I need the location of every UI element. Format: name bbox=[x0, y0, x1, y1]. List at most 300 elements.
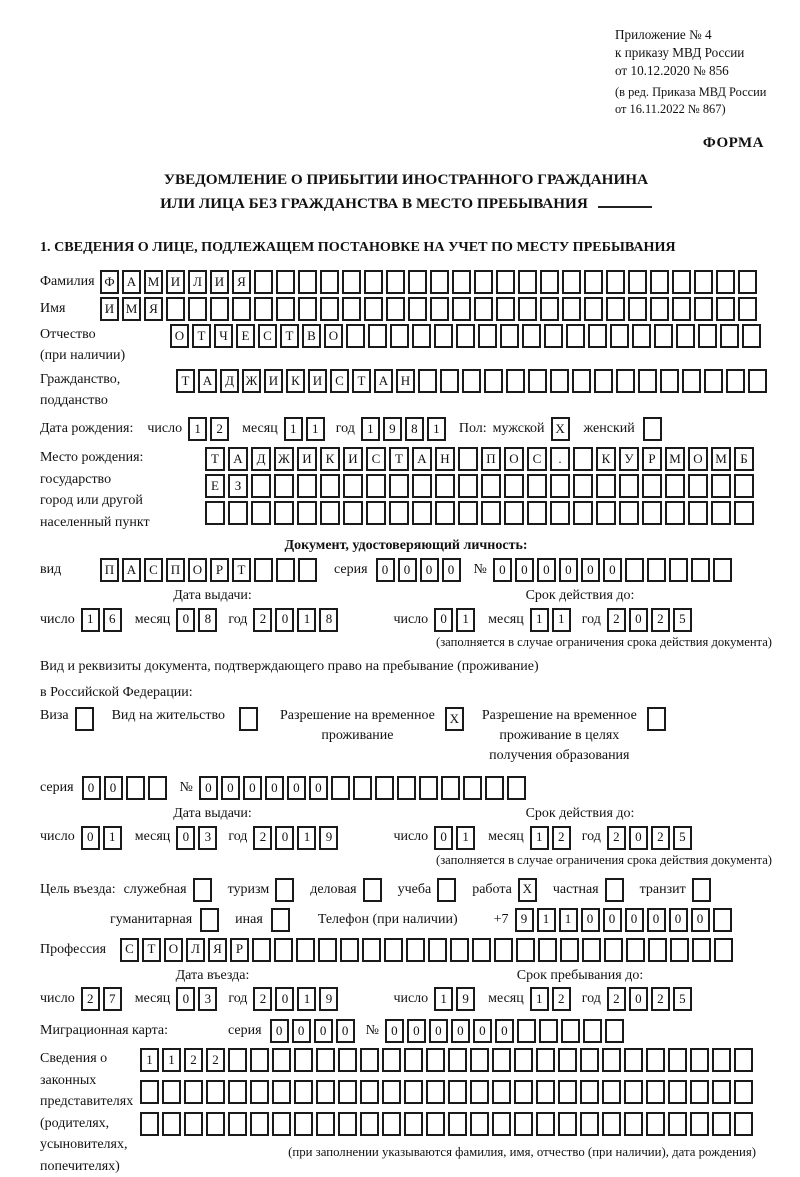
char-cell[interactable] bbox=[404, 1048, 423, 1072]
char-cell[interactable]: 1 bbox=[559, 908, 578, 932]
char-cell[interactable] bbox=[628, 297, 647, 321]
char-cell[interactable] bbox=[412, 501, 432, 525]
char-cell[interactable]: 7 bbox=[103, 987, 122, 1011]
char-cell[interactable] bbox=[536, 1112, 555, 1136]
char-cell[interactable] bbox=[474, 270, 493, 294]
char-cell[interactable] bbox=[561, 1019, 580, 1043]
char-cell[interactable]: 0 bbox=[537, 558, 556, 582]
char-cell[interactable]: П bbox=[100, 558, 119, 582]
char-cell[interactable] bbox=[573, 474, 593, 498]
char-cell[interactable] bbox=[650, 297, 669, 321]
char-cell[interactable]: О bbox=[688, 447, 708, 471]
char-cell[interactable]: 0 bbox=[691, 908, 710, 932]
char-cell[interactable] bbox=[184, 1112, 203, 1136]
char-cell[interactable]: 6 bbox=[103, 608, 122, 632]
char-cell[interactable]: 1 bbox=[427, 417, 446, 441]
char-cell[interactable] bbox=[430, 270, 449, 294]
char-cell[interactable]: 0 bbox=[287, 776, 306, 800]
char-cell[interactable]: Т bbox=[232, 558, 251, 582]
char-cell[interactable]: 1 bbox=[297, 608, 316, 632]
char-cell[interactable]: М bbox=[144, 270, 163, 294]
char-cell[interactable] bbox=[360, 1048, 379, 1072]
char-cell[interactable] bbox=[462, 369, 481, 393]
char-cell[interactable]: 1 bbox=[456, 826, 475, 850]
char-cell[interactable] bbox=[738, 270, 757, 294]
char-cell[interactable] bbox=[481, 474, 501, 498]
char-cell[interactable] bbox=[274, 501, 294, 525]
char-cell[interactable]: Н bbox=[435, 447, 455, 471]
char-cell[interactable] bbox=[558, 1048, 577, 1072]
char-cell[interactable] bbox=[470, 1080, 489, 1104]
char-cell[interactable]: 0 bbox=[104, 776, 123, 800]
char-cell[interactable]: 0 bbox=[81, 826, 100, 850]
char-cell[interactable]: А bbox=[412, 447, 432, 471]
char-cell[interactable] bbox=[484, 369, 503, 393]
char-cell[interactable]: 0 bbox=[398, 558, 417, 582]
char-cell[interactable]: М bbox=[665, 447, 685, 471]
char-cell[interactable] bbox=[452, 297, 471, 321]
char-cell[interactable] bbox=[518, 297, 537, 321]
purpose-humanitarian-checkbox[interactable] bbox=[200, 908, 219, 932]
char-cell[interactable] bbox=[412, 474, 432, 498]
char-cell[interactable] bbox=[206, 1112, 225, 1136]
char-cell[interactable] bbox=[624, 1080, 643, 1104]
char-cell[interactable] bbox=[426, 1080, 445, 1104]
char-cell[interactable]: Я bbox=[208, 938, 227, 962]
char-cell[interactable]: А bbox=[198, 369, 217, 393]
char-cell[interactable]: 1 bbox=[434, 987, 453, 1011]
char-cell[interactable] bbox=[668, 1080, 687, 1104]
char-cell[interactable] bbox=[426, 1112, 445, 1136]
char-cell[interactable]: 2 bbox=[253, 608, 272, 632]
char-cell[interactable] bbox=[514, 1112, 533, 1136]
char-cell[interactable]: Б bbox=[734, 447, 754, 471]
char-cell[interactable]: 0 bbox=[434, 608, 453, 632]
char-cell[interactable] bbox=[712, 1048, 731, 1072]
char-cell[interactable] bbox=[606, 270, 625, 294]
char-cell[interactable]: 9 bbox=[456, 987, 475, 1011]
char-cell[interactable] bbox=[572, 369, 591, 393]
char-cell[interactable] bbox=[517, 1019, 536, 1043]
char-cell[interactable] bbox=[298, 270, 317, 294]
char-cell[interactable] bbox=[470, 1048, 489, 1072]
char-cell[interactable] bbox=[716, 297, 735, 321]
char-cell[interactable] bbox=[342, 297, 361, 321]
char-cell[interactable] bbox=[254, 270, 273, 294]
char-cell[interactable] bbox=[716, 270, 735, 294]
char-cell[interactable] bbox=[386, 297, 405, 321]
char-cell[interactable] bbox=[412, 324, 431, 348]
char-cell[interactable]: А bbox=[122, 558, 141, 582]
char-cell[interactable] bbox=[538, 938, 557, 962]
char-cell[interactable] bbox=[404, 1112, 423, 1136]
char-cell[interactable] bbox=[474, 297, 493, 321]
char-cell[interactable]: С bbox=[366, 447, 386, 471]
char-cell[interactable]: 1 bbox=[140, 1048, 159, 1072]
char-cell[interactable]: 0 bbox=[376, 558, 395, 582]
char-cell[interactable]: 0 bbox=[336, 1019, 355, 1043]
char-cell[interactable] bbox=[704, 369, 723, 393]
char-cell[interactable] bbox=[272, 1080, 291, 1104]
char-cell[interactable] bbox=[602, 1080, 621, 1104]
char-cell[interactable] bbox=[397, 776, 416, 800]
char-cell[interactable] bbox=[550, 501, 570, 525]
char-cell[interactable]: М bbox=[122, 297, 141, 321]
char-cell[interactable] bbox=[714, 938, 733, 962]
char-cell[interactable] bbox=[660, 369, 679, 393]
char-cell[interactable] bbox=[320, 501, 340, 525]
char-cell[interactable]: 0 bbox=[581, 908, 600, 932]
char-cell[interactable] bbox=[642, 501, 662, 525]
char-cell[interactable] bbox=[694, 297, 713, 321]
char-cell[interactable]: 1 bbox=[552, 608, 571, 632]
char-cell[interactable] bbox=[338, 1080, 357, 1104]
char-cell[interactable] bbox=[382, 1080, 401, 1104]
char-cell[interactable] bbox=[713, 908, 732, 932]
char-cell[interactable]: С bbox=[144, 558, 163, 582]
char-cell[interactable] bbox=[698, 324, 717, 348]
char-cell[interactable] bbox=[316, 1048, 335, 1072]
char-cell[interactable] bbox=[558, 1080, 577, 1104]
char-cell[interactable] bbox=[382, 1112, 401, 1136]
char-cell[interactable]: 2 bbox=[253, 826, 272, 850]
char-cell[interactable] bbox=[364, 270, 383, 294]
char-cell[interactable]: 1 bbox=[530, 608, 549, 632]
char-cell[interactable] bbox=[540, 270, 559, 294]
char-cell[interactable] bbox=[426, 1048, 445, 1072]
char-cell[interactable] bbox=[406, 938, 425, 962]
char-cell[interactable]: У bbox=[619, 447, 639, 471]
char-cell[interactable] bbox=[604, 938, 623, 962]
char-cell[interactable] bbox=[573, 501, 593, 525]
char-cell[interactable] bbox=[485, 776, 504, 800]
purpose-work-checkbox[interactable]: X bbox=[518, 878, 537, 902]
char-cell[interactable] bbox=[346, 324, 365, 348]
char-cell[interactable] bbox=[682, 369, 701, 393]
char-cell[interactable]: 0 bbox=[176, 608, 195, 632]
char-cell[interactable]: О bbox=[504, 447, 524, 471]
char-cell[interactable] bbox=[316, 1080, 335, 1104]
char-cell[interactable] bbox=[360, 1080, 379, 1104]
char-cell[interactable]: Е bbox=[205, 474, 225, 498]
char-cell[interactable] bbox=[470, 1112, 489, 1136]
char-cell[interactable]: О bbox=[164, 938, 183, 962]
char-cell[interactable] bbox=[448, 1048, 467, 1072]
char-cell[interactable] bbox=[272, 1048, 291, 1072]
char-cell[interactable]: Ч bbox=[214, 324, 233, 348]
char-cell[interactable]: 0 bbox=[385, 1019, 404, 1043]
char-cell[interactable]: 1 bbox=[284, 417, 303, 441]
char-cell[interactable] bbox=[458, 474, 478, 498]
purpose-business-checkbox[interactable] bbox=[363, 878, 382, 902]
purpose-official-checkbox[interactable] bbox=[193, 878, 212, 902]
char-cell[interactable]: Л bbox=[186, 938, 205, 962]
char-cell[interactable]: 2 bbox=[552, 987, 571, 1011]
char-cell[interactable] bbox=[318, 938, 337, 962]
char-cell[interactable] bbox=[624, 1112, 643, 1136]
char-cell[interactable]: 0 bbox=[270, 1019, 289, 1043]
char-cell[interactable] bbox=[298, 297, 317, 321]
char-cell[interactable]: 5 bbox=[673, 608, 692, 632]
char-cell[interactable]: Т bbox=[352, 369, 371, 393]
char-cell[interactable] bbox=[384, 938, 403, 962]
purpose-private-checkbox[interactable] bbox=[605, 878, 624, 902]
char-cell[interactable]: 3 bbox=[198, 826, 217, 850]
char-cell[interactable] bbox=[456, 324, 475, 348]
purpose-study-checkbox[interactable] bbox=[437, 878, 456, 902]
char-cell[interactable]: П bbox=[481, 447, 501, 471]
char-cell[interactable]: 2 bbox=[81, 987, 100, 1011]
char-cell[interactable] bbox=[670, 938, 689, 962]
char-cell[interactable] bbox=[550, 474, 570, 498]
char-cell[interactable] bbox=[386, 270, 405, 294]
char-cell[interactable] bbox=[481, 501, 501, 525]
char-cell[interactable]: Ж bbox=[242, 369, 261, 393]
char-cell[interactable] bbox=[320, 270, 339, 294]
char-cell[interactable]: А bbox=[374, 369, 393, 393]
char-cell[interactable] bbox=[362, 938, 381, 962]
char-cell[interactable]: К bbox=[286, 369, 305, 393]
char-cell[interactable]: О bbox=[324, 324, 343, 348]
char-cell[interactable]: 0 bbox=[429, 1019, 448, 1043]
char-cell[interactable]: 2 bbox=[253, 987, 272, 1011]
char-cell[interactable]: 8 bbox=[319, 608, 338, 632]
char-cell[interactable] bbox=[527, 501, 547, 525]
char-cell[interactable] bbox=[582, 938, 601, 962]
char-cell[interactable] bbox=[672, 297, 691, 321]
char-cell[interactable] bbox=[558, 1112, 577, 1136]
char-cell[interactable] bbox=[331, 776, 350, 800]
char-cell[interactable]: 2 bbox=[184, 1048, 203, 1072]
char-cell[interactable] bbox=[390, 324, 409, 348]
char-cell[interactable] bbox=[506, 369, 525, 393]
char-cell[interactable]: Т bbox=[192, 324, 211, 348]
char-cell[interactable] bbox=[619, 501, 639, 525]
char-cell[interactable]: 1 bbox=[530, 826, 549, 850]
char-cell[interactable]: С bbox=[258, 324, 277, 348]
char-cell[interactable]: 1 bbox=[361, 417, 380, 441]
char-cell[interactable] bbox=[452, 270, 471, 294]
char-cell[interactable]: 8 bbox=[198, 608, 217, 632]
char-cell[interactable]: Л bbox=[188, 270, 207, 294]
char-cell[interactable]: 0 bbox=[629, 826, 648, 850]
char-cell[interactable] bbox=[294, 1080, 313, 1104]
char-cell[interactable]: . bbox=[550, 447, 570, 471]
char-cell[interactable] bbox=[720, 324, 739, 348]
char-cell[interactable] bbox=[492, 1080, 511, 1104]
char-cell[interactable] bbox=[527, 474, 547, 498]
char-cell[interactable] bbox=[430, 297, 449, 321]
char-cell[interactable] bbox=[690, 1048, 709, 1072]
char-cell[interactable]: 2 bbox=[210, 417, 229, 441]
char-cell[interactable] bbox=[448, 1112, 467, 1136]
char-cell[interactable] bbox=[162, 1080, 181, 1104]
visa-checkbox[interactable] bbox=[75, 707, 94, 731]
char-cell[interactable] bbox=[566, 324, 585, 348]
char-cell[interactable] bbox=[712, 1080, 731, 1104]
char-cell[interactable]: 0 bbox=[625, 908, 644, 932]
char-cell[interactable]: 1 bbox=[188, 417, 207, 441]
temp-residence-education-checkbox[interactable] bbox=[647, 707, 666, 731]
char-cell[interactable]: 0 bbox=[559, 558, 578, 582]
char-cell[interactable] bbox=[518, 270, 537, 294]
char-cell[interactable] bbox=[688, 474, 708, 498]
char-cell[interactable] bbox=[562, 297, 581, 321]
char-cell[interactable] bbox=[690, 1080, 709, 1104]
char-cell[interactable]: 1 bbox=[297, 987, 316, 1011]
char-cell[interactable] bbox=[366, 501, 386, 525]
char-cell[interactable]: Р bbox=[230, 938, 249, 962]
char-cell[interactable]: 0 bbox=[275, 987, 294, 1011]
char-cell[interactable] bbox=[360, 1112, 379, 1136]
char-cell[interactable] bbox=[625, 558, 644, 582]
char-cell[interactable] bbox=[544, 324, 563, 348]
char-cell[interactable] bbox=[364, 297, 383, 321]
char-cell[interactable] bbox=[478, 324, 497, 348]
char-cell[interactable]: 0 bbox=[275, 826, 294, 850]
char-cell[interactable]: 0 bbox=[581, 558, 600, 582]
char-cell[interactable] bbox=[694, 270, 713, 294]
char-cell[interactable] bbox=[435, 474, 455, 498]
char-cell[interactable] bbox=[343, 474, 363, 498]
char-cell[interactable] bbox=[602, 1112, 621, 1136]
char-cell[interactable]: 0 bbox=[314, 1019, 333, 1043]
char-cell[interactable] bbox=[606, 297, 625, 321]
char-cell[interactable] bbox=[562, 270, 581, 294]
char-cell[interactable] bbox=[550, 369, 569, 393]
char-cell[interactable] bbox=[646, 1048, 665, 1072]
char-cell[interactable] bbox=[338, 1048, 357, 1072]
char-cell[interactable]: 0 bbox=[493, 558, 512, 582]
char-cell[interactable] bbox=[734, 474, 754, 498]
sex-male-checkbox[interactable]: X bbox=[551, 417, 570, 441]
char-cell[interactable]: Я bbox=[232, 270, 251, 294]
char-cell[interactable]: Я bbox=[144, 297, 163, 321]
char-cell[interactable]: 2 bbox=[552, 826, 571, 850]
char-cell[interactable] bbox=[140, 1080, 159, 1104]
char-cell[interactable] bbox=[148, 776, 167, 800]
char-cell[interactable]: 9 bbox=[319, 826, 338, 850]
char-cell[interactable] bbox=[375, 776, 394, 800]
char-cell[interactable] bbox=[648, 938, 667, 962]
char-cell[interactable]: Д bbox=[251, 447, 271, 471]
char-cell[interactable] bbox=[616, 369, 635, 393]
char-cell[interactable]: И bbox=[210, 270, 229, 294]
char-cell[interactable] bbox=[711, 474, 731, 498]
char-cell[interactable]: З bbox=[228, 474, 248, 498]
char-cell[interactable] bbox=[690, 1112, 709, 1136]
char-cell[interactable]: 0 bbox=[629, 987, 648, 1011]
char-cell[interactable] bbox=[654, 324, 673, 348]
char-cell[interactable] bbox=[294, 1048, 313, 1072]
char-cell[interactable] bbox=[274, 474, 294, 498]
char-cell[interactable] bbox=[250, 1048, 269, 1072]
char-cell[interactable] bbox=[642, 474, 662, 498]
char-cell[interactable] bbox=[408, 270, 427, 294]
char-cell[interactable] bbox=[297, 501, 317, 525]
char-cell[interactable] bbox=[522, 324, 541, 348]
char-cell[interactable]: Н bbox=[396, 369, 415, 393]
char-cell[interactable] bbox=[672, 270, 691, 294]
char-cell[interactable]: 0 bbox=[669, 908, 688, 932]
char-cell[interactable]: 5 bbox=[673, 826, 692, 850]
char-cell[interactable] bbox=[668, 1048, 687, 1072]
char-cell[interactable] bbox=[514, 1080, 533, 1104]
char-cell[interactable] bbox=[507, 776, 526, 800]
char-cell[interactable] bbox=[605, 1019, 624, 1043]
char-cell[interactable] bbox=[276, 297, 295, 321]
char-cell[interactable]: 1 bbox=[306, 417, 325, 441]
char-cell[interactable] bbox=[650, 270, 669, 294]
char-cell[interactable]: 1 bbox=[297, 826, 316, 850]
char-cell[interactable]: 5 bbox=[673, 987, 692, 1011]
char-cell[interactable]: 0 bbox=[243, 776, 262, 800]
char-cell[interactable] bbox=[298, 558, 317, 582]
char-cell[interactable] bbox=[668, 1112, 687, 1136]
char-cell[interactable] bbox=[711, 501, 731, 525]
char-cell[interactable] bbox=[205, 501, 225, 525]
char-cell[interactable] bbox=[665, 501, 685, 525]
char-cell[interactable] bbox=[610, 324, 629, 348]
char-cell[interactable] bbox=[126, 776, 145, 800]
char-cell[interactable] bbox=[435, 501, 455, 525]
char-cell[interactable] bbox=[450, 938, 469, 962]
char-cell[interactable] bbox=[404, 1080, 423, 1104]
char-cell[interactable]: О bbox=[170, 324, 189, 348]
char-cell[interactable]: 2 bbox=[206, 1048, 225, 1072]
char-cell[interactable] bbox=[342, 270, 361, 294]
char-cell[interactable]: 0 bbox=[407, 1019, 426, 1043]
char-cell[interactable] bbox=[624, 1048, 643, 1072]
char-cell[interactable] bbox=[206, 1080, 225, 1104]
char-cell[interactable]: И bbox=[297, 447, 317, 471]
char-cell[interactable] bbox=[691, 558, 710, 582]
char-cell[interactable] bbox=[463, 776, 482, 800]
char-cell[interactable] bbox=[646, 1080, 665, 1104]
char-cell[interactable] bbox=[688, 501, 708, 525]
char-cell[interactable] bbox=[419, 776, 438, 800]
char-cell[interactable] bbox=[382, 1048, 401, 1072]
char-cell[interactable]: 0 bbox=[434, 826, 453, 850]
char-cell[interactable] bbox=[638, 369, 657, 393]
char-cell[interactable] bbox=[536, 1048, 555, 1072]
char-cell[interactable]: Т bbox=[176, 369, 195, 393]
char-cell[interactable] bbox=[528, 369, 547, 393]
char-cell[interactable] bbox=[580, 1048, 599, 1072]
char-cell[interactable] bbox=[228, 1048, 247, 1072]
char-cell[interactable] bbox=[584, 270, 603, 294]
char-cell[interactable]: О bbox=[188, 558, 207, 582]
char-cell[interactable] bbox=[162, 1112, 181, 1136]
char-cell[interactable]: 2 bbox=[651, 608, 670, 632]
char-cell[interactable] bbox=[343, 501, 363, 525]
char-cell[interactable] bbox=[539, 1019, 558, 1043]
char-cell[interactable]: 0 bbox=[199, 776, 218, 800]
char-cell[interactable] bbox=[738, 297, 757, 321]
char-cell[interactable] bbox=[320, 474, 340, 498]
char-cell[interactable] bbox=[458, 501, 478, 525]
char-cell[interactable]: 0 bbox=[647, 908, 666, 932]
char-cell[interactable]: С bbox=[120, 938, 139, 962]
temp-residence-checkbox[interactable]: X bbox=[445, 707, 464, 731]
char-cell[interactable]: И bbox=[100, 297, 119, 321]
char-cell[interactable]: К bbox=[320, 447, 340, 471]
char-cell[interactable]: Д bbox=[220, 369, 239, 393]
char-cell[interactable] bbox=[272, 1112, 291, 1136]
char-cell[interactable] bbox=[296, 938, 315, 962]
char-cell[interactable] bbox=[276, 270, 295, 294]
char-cell[interactable] bbox=[583, 1019, 602, 1043]
